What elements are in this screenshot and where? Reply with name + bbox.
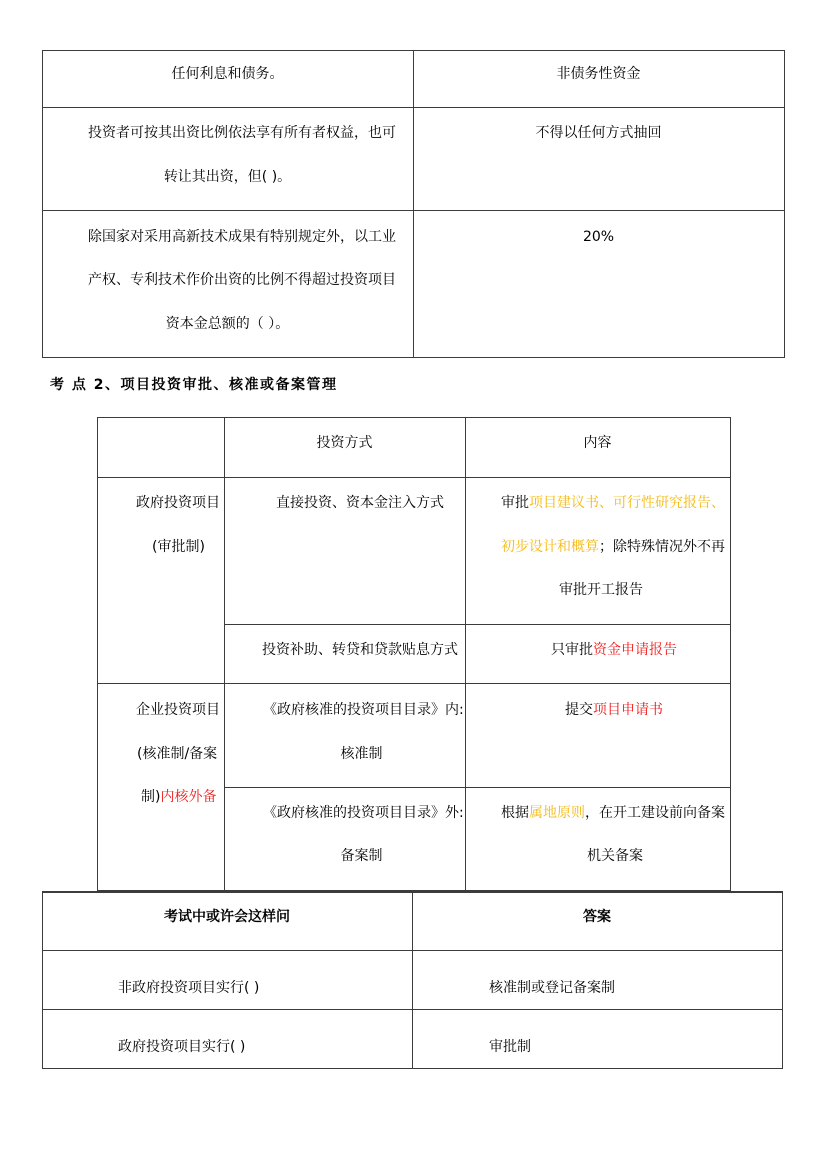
table1-question-line: 投资者可按其出资比例依法享有所有者权益，也可	[88, 125, 396, 141]
table2-row-divider	[97, 477, 731, 478]
table1-question-line: 资本金总额的（ ）。	[165, 316, 290, 332]
content-highlight: 项目申请书	[593, 702, 663, 718]
enterprise-method-inside-line2: 核准制	[340, 746, 383, 762]
label-highlight: 内核外备	[160, 789, 217, 805]
gov-method-direct: 直接投资、资本金注入方式	[276, 495, 444, 511]
table1-border-right	[784, 50, 785, 358]
table1-question: 任何利息和债务。	[171, 66, 284, 82]
content-text: 审批	[501, 495, 529, 511]
content-highlight: 资金申请报告	[593, 642, 677, 658]
content-text: 只审批	[551, 642, 593, 658]
gov-content-line3: 审批开工报告	[559, 582, 643, 598]
table2-row-divider	[97, 683, 731, 684]
table2-border-left	[97, 417, 98, 891]
table1-question-line: 产权、专利技术作价出资的比例不得超过投资项目	[88, 272, 396, 288]
enterprise-content-inside	[565, 700, 663, 720]
section-heading: 考 点 2、项目投资审批、核准或备案管理	[50, 377, 338, 393]
table3-question: 非政府投资项目实行( )	[118, 980, 260, 996]
enterprise-content-outside-line1	[501, 803, 725, 823]
table1-answer: 不得以任何方式抽回	[535, 125, 662, 141]
gov-content-subsidy	[551, 640, 677, 660]
content-highlight: 属地原则	[529, 805, 585, 821]
table2-header-content: 内容	[583, 435, 612, 451]
table2-subrow-divider	[224, 624, 731, 625]
table3-answer: 审批制	[489, 1039, 531, 1055]
content-text: ；除特殊情况外不再	[599, 539, 725, 555]
table2-header-method: 投资方式	[316, 435, 373, 451]
content-highlight: 项目建议书、可行性研究报告、	[529, 495, 725, 511]
table3-header-answer: 答案	[583, 909, 611, 925]
content-text: ，在开工建设前向备案	[585, 805, 725, 821]
table2-subrow-divider	[224, 787, 731, 788]
table1-border-left	[42, 50, 43, 358]
enterprise-content-outside-line2: 机关备案	[587, 848, 643, 864]
table1-answer: 非债务性资金	[556, 66, 641, 82]
enterprise-method-inside-line1: 《政府核准的投资项目目录》内:	[263, 702, 464, 718]
table2-border-top	[97, 417, 731, 418]
table2-col-divider	[224, 417, 225, 891]
content-text: 提交	[565, 702, 593, 718]
table3-question: 政府投资项目实行( )	[118, 1039, 246, 1055]
gov-content-line2	[501, 537, 725, 557]
table1-answer: 20%	[582, 229, 615, 245]
table1-col-divider	[413, 50, 414, 358]
enterprise-method-outside-line2: 备案制	[340, 848, 383, 864]
enterprise-label-line: (核准制/备案	[137, 746, 218, 762]
enterprise-method-outside-line1: 《政府核准的投资项目目录》外:	[263, 805, 464, 821]
gov-content-line1	[501, 493, 725, 513]
gov-method-subsidy: 投资补助、转贷和贷款贴息方式	[262, 642, 458, 658]
content-text: 根据	[501, 805, 529, 821]
gov-label-line: 政府投资项目	[136, 495, 220, 511]
table3-border-right	[782, 891, 783, 1069]
content-highlight: 初步设计和概算	[501, 539, 599, 555]
table3-header-question: 考试中或许会这样问	[164, 909, 290, 925]
enterprise-label-line: 企业投资项目	[136, 702, 220, 718]
table2-border-right	[730, 417, 731, 891]
table1-question-line: 转让其出资，但( )。	[163, 169, 292, 185]
table1-question-line: 除国家对采用高新技术成果有特别规定外，以工业	[88, 229, 396, 245]
gov-label-line: (审批制)	[152, 539, 205, 555]
label-text: 制)	[141, 789, 161, 805]
enterprise-label-line	[141, 787, 216, 807]
table3-answer: 核准制或登记备案制	[489, 980, 615, 996]
table2-col-divider	[465, 417, 466, 891]
